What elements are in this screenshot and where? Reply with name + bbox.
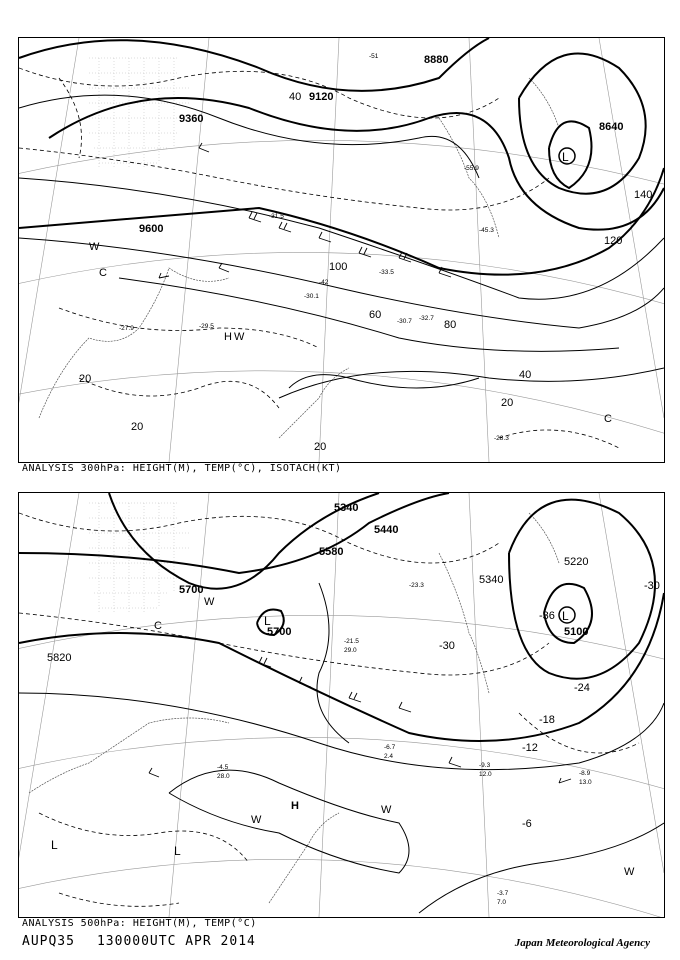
- height-label: 5440: [374, 524, 399, 536]
- low-pressure-label: L: [51, 838, 58, 852]
- temp-value: 12.0: [479, 771, 492, 778]
- chart-footer-code: [22, 934, 256, 949]
- low-pressure-label: L: [562, 150, 569, 164]
- warm-label: W: [381, 804, 392, 816]
- temp-value: 13.0: [579, 779, 592, 786]
- warm-label: W: [204, 596, 215, 608]
- low-pressure-label: L: [562, 609, 569, 623]
- terrain-hatch: [89, 58, 189, 168]
- isotach-label: 40: [289, 91, 302, 103]
- temperature-label: -24: [574, 682, 590, 694]
- isotach-label: 120: [604, 235, 623, 247]
- valid-time: 130000UTC APR 2014: [96, 934, 256, 949]
- isotach-label: 20: [79, 373, 92, 385]
- caption-300hpa: ANALYSIS 300hPa: HEIGHT(M), TEMP(°C), ISOTACH(KT): [22, 463, 342, 474]
- temp-value: -30.7: [397, 318, 412, 325]
- warm-label: W: [89, 241, 100, 253]
- isotach-label: 20: [501, 397, 514, 409]
- low-pressure-label: L: [264, 614, 271, 628]
- height-label: 8640: [599, 121, 624, 133]
- temp-value: -32.7: [419, 315, 434, 322]
- temperature-label: -18: [539, 714, 555, 726]
- height-label: 5340: [479, 574, 504, 586]
- temp-value: -31.5: [269, 213, 284, 220]
- temp-value: -55.9: [464, 165, 479, 172]
- temp-value: -33.5: [379, 269, 394, 276]
- high-label: H: [291, 800, 299, 812]
- temp-value: 29.0: [344, 647, 357, 654]
- chart-panel-300hpa: [18, 37, 665, 463]
- isotach-label: 80: [444, 319, 457, 331]
- chart-panel-500hpa: [18, 492, 665, 918]
- isotach-label: 140: [634, 189, 653, 201]
- temperature-label: -30: [644, 580, 660, 592]
- cold-label: C: [604, 413, 612, 425]
- height-label: 8880: [424, 54, 449, 66]
- temperature-label: -12: [522, 742, 538, 754]
- low-pressure-label: L: [174, 844, 181, 858]
- height-label: 5700: [267, 626, 292, 638]
- temp-value: -21.5: [344, 638, 359, 645]
- wind-barbs: [149, 657, 571, 783]
- temp-value: 28.0: [217, 773, 230, 780]
- height-label: 9120: [309, 91, 334, 103]
- temperature-label: -30: [439, 640, 455, 652]
- warm-label: W: [624, 866, 635, 878]
- isotach-label: 40: [519, 369, 532, 381]
- height-label: 5580: [319, 546, 344, 558]
- temp-value: -28.3: [494, 435, 509, 442]
- isotach-label: 60: [369, 309, 382, 321]
- high-label: H: [224, 331, 232, 343]
- warm-label: W: [251, 814, 262, 826]
- map-300hpa: [19, 38, 664, 462]
- height-label: 5700: [179, 584, 204, 596]
- temperature-label: -36: [539, 610, 555, 622]
- temp-value: -30.1: [304, 293, 319, 300]
- graticule: [19, 38, 664, 462]
- temp-value: -23.3: [409, 582, 424, 589]
- warm-label: W: [234, 331, 245, 343]
- cold-label: C: [154, 620, 162, 632]
- height-label: 5220: [564, 556, 589, 568]
- height-label: 5340: [334, 502, 359, 514]
- temperature-contours: [19, 68, 619, 448]
- temp-value: -29.5: [199, 323, 214, 330]
- map-500hpa: [19, 493, 664, 917]
- isotach-label: 20: [314, 441, 327, 453]
- height-label: 9600: [139, 223, 164, 235]
- temp-value: -4.5: [217, 764, 229, 771]
- temp-value: -6.7: [384, 744, 396, 751]
- cold-label: C: [99, 267, 107, 279]
- caption-500hpa: ANALYSIS 500hPa: HEIGHT(M), TEMP(°C): [22, 918, 257, 929]
- temp-value: -51: [369, 53, 379, 60]
- isotach-label: 20: [131, 421, 144, 433]
- height-label: 5100: [564, 626, 589, 638]
- temp-value: -8.9: [579, 770, 591, 777]
- temp-value: -3.7: [497, 890, 509, 897]
- chart-code: AUPQ35: [22, 934, 75, 949]
- temp-value: -45.3: [479, 227, 494, 234]
- temp-value: -27.9: [119, 325, 134, 332]
- height-label: 5820: [47, 652, 72, 664]
- temperature-label: -6: [522, 818, 532, 830]
- coastline: [39, 78, 559, 438]
- coastline: [29, 513, 559, 903]
- agency-name: Japan Meteorological Agency: [514, 937, 650, 949]
- temp-value: 2.4: [384, 753, 394, 760]
- isotach-label: 100: [329, 261, 348, 273]
- temp-value: -9.3: [479, 762, 491, 769]
- height-label: 9360: [179, 113, 204, 125]
- temp-value: 7.0: [497, 899, 507, 906]
- temp-value: -42: [319, 279, 329, 286]
